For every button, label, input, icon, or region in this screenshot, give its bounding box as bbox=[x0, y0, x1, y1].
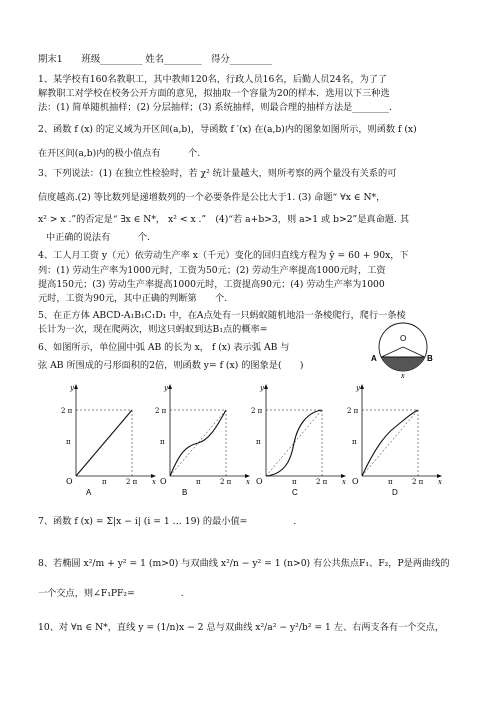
svg-text:y: y bbox=[70, 384, 74, 392]
svg-text:2 π: 2 π bbox=[126, 478, 138, 486]
q2-line-2: 在开区间(a,b)内的极小值点有 个. bbox=[38, 148, 201, 159]
svg-text:O: O bbox=[160, 477, 167, 486]
q5-line-1: 5、在正方体 ABCD-A₁B₁C₁D₁ 中，在A点处有一只蚂蚁随机地沿一条棱爬行，爬行一条棱 bbox=[38, 310, 406, 321]
q6-line-1: 6、如图所示，单位圆中弧 AB 的长为 x， f (x) 表示弧 AB 与 bbox=[38, 342, 290, 353]
q1-line-2: 解教职工对学校在校务公开方面的意见，拟抽取一个容量为20的样本．选用以下三种选 bbox=[38, 88, 390, 99]
graph-c-letter: C bbox=[292, 488, 298, 497]
svg-text:π: π bbox=[196, 478, 201, 486]
exam-header: 期末1 班级_________ 姓名________ 得分_________ bbox=[38, 54, 272, 65]
graph-a-letter: A bbox=[86, 488, 92, 497]
label-b: B bbox=[427, 354, 433, 363]
q3-line-3: x² > x .”的否定是“ ∃x ∈ N*， x² < x .” (4)“若 a+b>3，则 a>1 或 b>2”是真命题. 其 bbox=[38, 214, 410, 225]
svg-text:O: O bbox=[66, 477, 73, 486]
unit-circle-figure bbox=[368, 321, 438, 385]
svg-text:π: π bbox=[66, 438, 71, 446]
q2-line-1: 2、函数 f (x) 的定义域为开区间(a,b)，导函数 f ′(x) 在(a,b)内的图象如图所示，则函数 f (x) bbox=[38, 124, 417, 135]
svg-text:O: O bbox=[352, 477, 359, 486]
graph-c bbox=[248, 380, 348, 500]
q4-line-3: 提高150元；(3) 劳动生产率提高1000元时，工资提高90元；(4) 劳动生产率为1000 bbox=[38, 279, 385, 290]
graph-b-letter: B bbox=[182, 488, 188, 497]
graph-b bbox=[152, 380, 252, 500]
label-o: O bbox=[400, 334, 407, 343]
q6-line-2: 弦 AB 所围成的弓形面积的2倍，则函数 y= f (x) 的图象是( ) bbox=[38, 360, 304, 371]
svg-text:y: y bbox=[260, 384, 264, 392]
svg-text:y: y bbox=[164, 384, 168, 392]
svg-text:2 π: 2 π bbox=[155, 407, 167, 415]
svg-text:π: π bbox=[102, 478, 107, 486]
svg-text:2 π: 2 π bbox=[412, 478, 424, 486]
q8-line-2: 一个交点，则∠F₁PF₂= . bbox=[38, 588, 184, 599]
curve-a bbox=[76, 410, 132, 476]
svg-text:π: π bbox=[352, 438, 357, 446]
svg-text:x: x bbox=[152, 478, 156, 486]
svg-text:2 π: 2 π bbox=[316, 478, 328, 486]
q4-line-2: 列：(1) 劳动生产率为1000元时，工资为50元；(2) 劳动生产率提高1000元时，工资 bbox=[38, 265, 386, 276]
q4-line-1: 4、工人月工资 y（元）依劳动生产率 x（千元）变化的回归直线方程为 ŷ = 60 + 90x，下 bbox=[38, 250, 409, 261]
q3-line-1: 3、下列说法：(1) 在独立性检验时，若 χ² 统计量越大，则所考察的两个量没有关系的可 bbox=[38, 168, 397, 179]
q7-line: 7、函数 f (x) = Σ|x − i| (i = 1 … 19) 的最小值= . bbox=[38, 516, 297, 527]
svg-text:2 π: 2 π bbox=[61, 407, 73, 415]
svg-text:π: π bbox=[292, 478, 297, 486]
graph-a bbox=[58, 380, 158, 500]
q1-line-3: 法：(1) 简单随机抽样；(2) 分层抽样；(3) 系统抽样，则最合理的抽样方法是________. bbox=[38, 102, 392, 113]
svg-text:y: y bbox=[356, 384, 360, 392]
label-x: x bbox=[401, 371, 405, 380]
q3-line-2: 信度越高.(2) 等比数列是递增数列的一个必要条件是公比大于1. (3) 命题“ ∀x ∈ N*， bbox=[38, 192, 386, 203]
unit-circle-svg bbox=[368, 321, 438, 381]
label-a: A bbox=[371, 354, 377, 363]
svg-text:π: π bbox=[256, 438, 261, 446]
q4-line-4: 元时，工资为90元，其中正确的判断第 个. bbox=[38, 293, 228, 304]
q1-line-1: 1、某学校有160名教职工，其中教师120名，行政人员16名，后勤人员24名，为了了 bbox=[38, 74, 388, 85]
svg-text:x: x bbox=[342, 478, 346, 486]
svg-text:2 π: 2 π bbox=[220, 478, 232, 486]
svg-text:x: x bbox=[246, 478, 250, 486]
graph-d bbox=[344, 380, 444, 500]
q8-line-1: 8、若椭圆 x²/m + y² = 1 (m>0) 与双曲线 x²/n − y² = 1 (n>0) 有公共焦点F₁、F₂，P是两曲线的 bbox=[38, 558, 450, 569]
svg-text:2 π: 2 π bbox=[251, 407, 263, 415]
q10-line: 10、对 ∀n ∈ N*，直线 y = (1/n)x − 2 总与双曲线 x²/a² − y²/b² = 1 左、右两支各有一个交点， bbox=[38, 622, 445, 633]
svg-text:2 π: 2 π bbox=[347, 407, 359, 415]
svg-text:x: x bbox=[438, 478, 442, 486]
q3-line-4: 中正确的说法有 个. bbox=[46, 232, 150, 243]
svg-text:π: π bbox=[388, 478, 393, 486]
svg-text:π: π bbox=[160, 438, 165, 446]
svg-text:O: O bbox=[256, 477, 263, 486]
q5-line-2: 长计为一次，现在爬两次，则这只蚂蚁到达B₁点的概率= bbox=[38, 324, 286, 335]
graph-d-letter: D bbox=[392, 488, 398, 497]
